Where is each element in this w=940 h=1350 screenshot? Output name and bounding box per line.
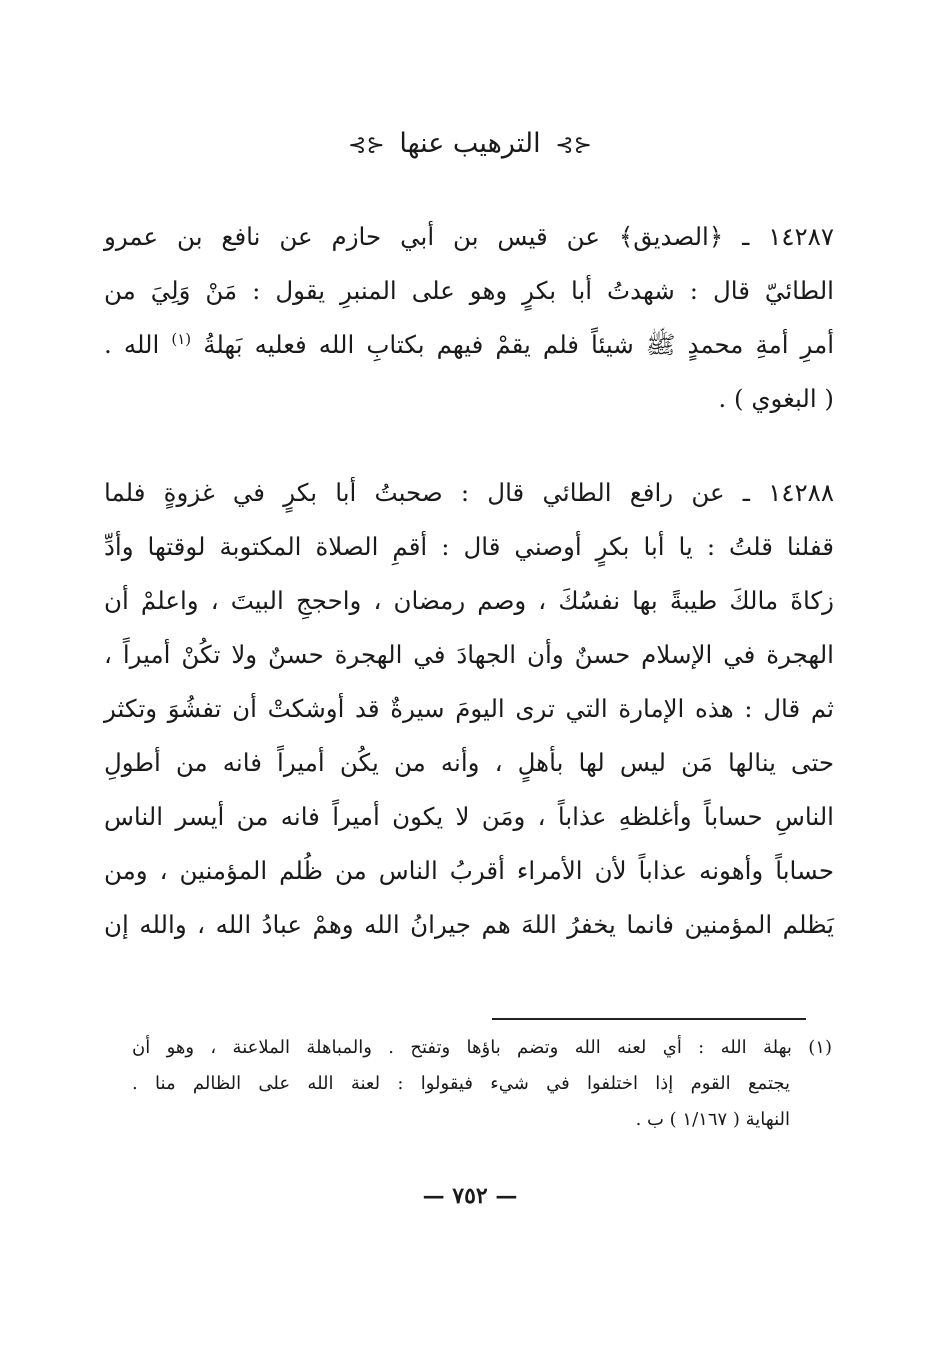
footnote-line: النهاية ( ١/١٦٧ ) ب . [635, 1109, 790, 1130]
text-line: ثم قال : هذه الإمارة التي ترى اليومَ سيرةٌ قد أوشكتْ أن تفشُوَ وتكثر [104, 694, 834, 723]
section-title: الترهيب عنها [399, 128, 541, 159]
ornament-icon: ⊰⊱ [347, 133, 385, 158]
text-line: ١٤٢٨٧ ـ ﴿الصديق﴾ عن قيس بن أبي حازم عن نافع بن عمرو [104, 222, 834, 251]
text-line-part: أمرِ أمةِ محمدٍ ﷺ شيئاً فلم يقمْ فيهم بكتابِ الله فعليه بَهلةُ [203, 330, 834, 359]
text-line: ١٤٢٨٨ ـ عن رافع الطائي قال : صحبتُ أبا بكرٍ في غزوةٍ فلما [104, 478, 834, 507]
text-line [104, 318, 834, 372]
text-line: حساباً وأهونه عذاباً لأن الأمراء أقربُ الناس من ظُلم المؤمنين ، ومن [104, 856, 834, 885]
footnotes [132, 1030, 832, 1138]
footnote-line: يجتمع القوم إذا اختلفوا في شيء فيقولوا : لعنة الله على الظالم منا . [132, 1073, 791, 1094]
hadith-entry-14288 [104, 466, 834, 952]
page-number: — ٧٥٢ — [422, 1183, 518, 1209]
ornament-icon: ⊰⊱ [555, 133, 593, 158]
text-line: الناسِ حساباً وأغلظهِ عذاباً ، ومَن لا يكون أميراً فانه من أيسر الناس [104, 802, 834, 831]
text-line: قفلنا قلتُ : يا أبا بكرٍ أوصني قال : أقمِ الصلاة المكتوبة لوقتها وأدِّ [104, 532, 834, 561]
text-line: الهجرة في الإسلام حسنٌ وأن الجهادَ في الهجرة حسنٌ ولا تكُنْ أميراً ، [104, 640, 834, 669]
text-line: حتى ينالها مَن ليس لها بأهلٍ ، وأنه من يكُن أميراً فانه من أطولِ [104, 748, 834, 777]
hadith-entry-14287 [104, 210, 834, 426]
text-line: زكاةَ مالكَ طيبةً بها نفسُكَ ، وصم رمضان ، واحججِ البيتَ ، واعلمْ أن [104, 586, 834, 615]
footnote-divider [492, 1018, 806, 1020]
text-line: يَظلم المؤمنين فانما يخفرُ اللهَ هم جيرانُ الله وهمْ عبادُ الله ، والله إن [104, 910, 834, 939]
section-heading [0, 128, 940, 159]
footnote-line: (١) بهلة الله : أي لعنه الله وتضم باؤها وتفتح . والمباهلة الملاعنة ، وهو أن [132, 1037, 832, 1058]
source-citation: ( البغوي ) . [718, 384, 834, 413]
footnote-marker: (١) [171, 329, 192, 348]
text-line-part: الله . [104, 330, 160, 359]
text-line: الطائيّ قال : شهدتُ أبا بكرٍ وهو على المنبرِ يقول : مَنْ وَلِيَ من [104, 276, 834, 305]
